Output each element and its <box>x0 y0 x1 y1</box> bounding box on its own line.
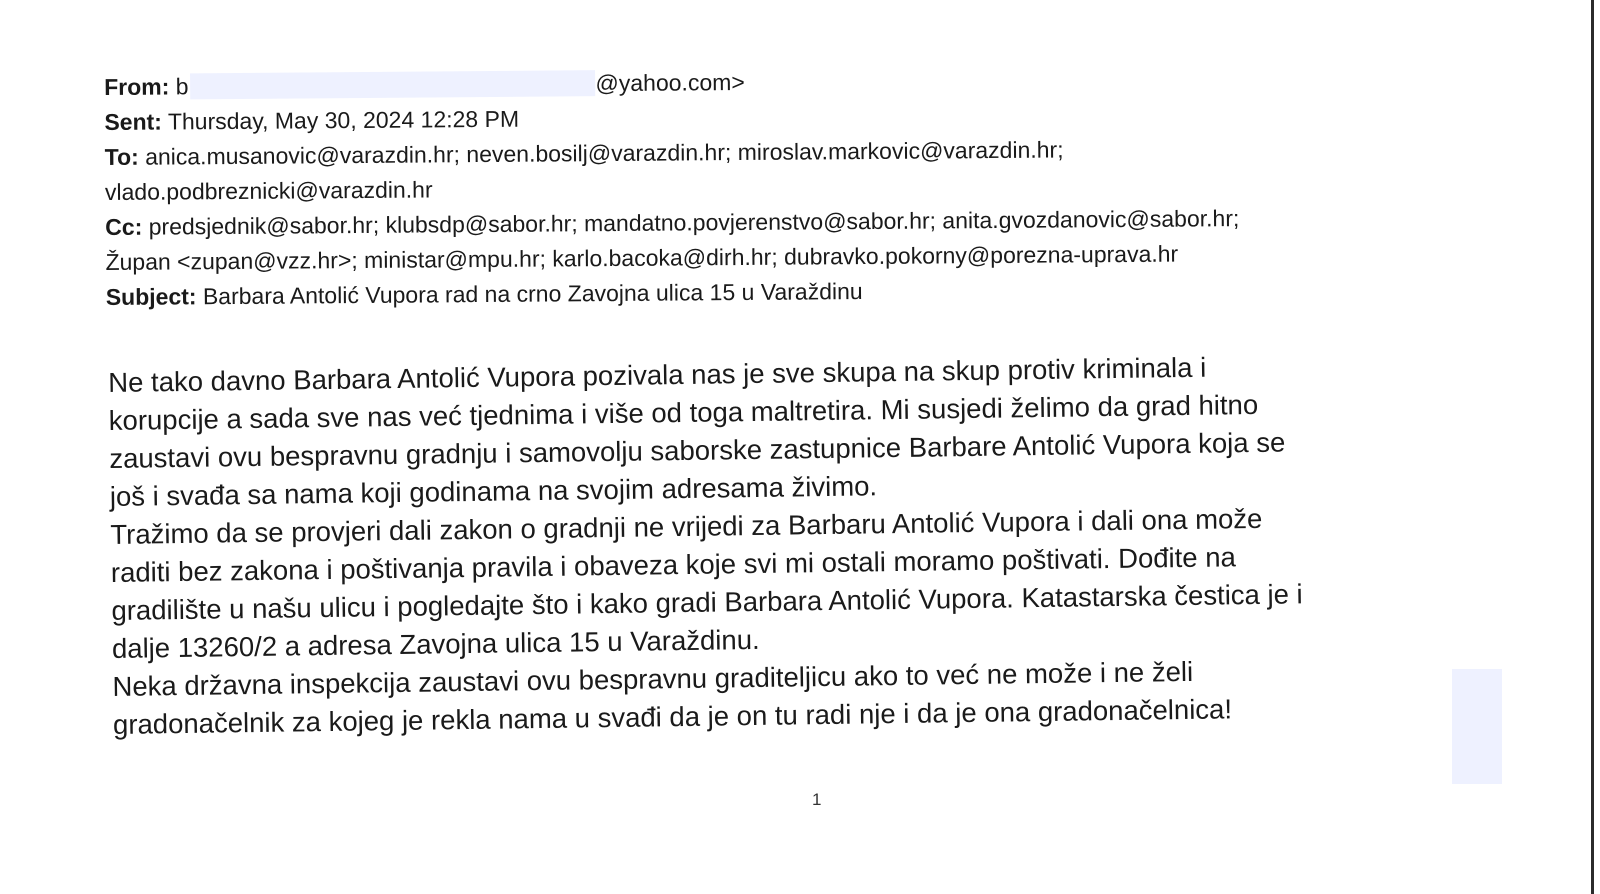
signature-redaction <box>1452 669 1502 784</box>
page-number: 1 <box>812 790 822 809</box>
body-line: zaustavi ovu bespravnu gradnju i samovolju saborske zastupnice Barbare Antolić Vupora koja se <box>109 426 1286 474</box>
to-label: To: <box>104 143 139 170</box>
body-line: korupcije a sada sve nas već tjednima i više od toga maltretira. Mi susjedi želimo da grad hitno <box>108 388 1259 436</box>
body-line: raditi bez zakona i poštivanja pravila i obaveza koje svi mi ostali moramo poštivati. Dođite na <box>110 541 1237 588</box>
body-line: Tražimo da se provjeri dali zakon o gradnji ne vrijedi za Barbaru Antolić Vupora i dali ona može <box>110 502 1263 550</box>
body-line: Ne tako davno Barbara Antolić Vupora pozivala nas je sve skupa na skup protiv kriminala i <box>108 351 1207 398</box>
cc-recipients-line2: Župan <zupan@vzz.hr>; ministar@mpu.hr; karlo.bacoka@dirh.hr; dubravko.pokorny@porezna-uprava.hr <box>105 240 1179 275</box>
body-line: još i svađa sa nama koji godinama na svojim adresama živimo. <box>109 470 878 512</box>
sent-label: Sent: <box>104 108 163 135</box>
page-edge-divider <box>1591 0 1594 894</box>
cc-label: Cc: <box>105 213 143 240</box>
subject-value: Barbara Antolić Vupora rad na crno Zavojna ulica 15 u Varaždinu <box>202 278 863 310</box>
email-header <box>104 59 1526 315</box>
sent-value: Thursday, May 30, 2024 12:28 PM <box>167 105 520 135</box>
to-recipients-line2: vlado.podbreznicki@varazdin.hr <box>104 176 433 205</box>
cc-recipients-line1: predsjednik@sabor.hr; klubsdp@sabor.hr; mandatno.povjerenstvo@sabor.hr; anita.gvozdanovic@sabor.hr; <box>148 205 1240 240</box>
email-body <box>108 344 1533 744</box>
from-domain: @yahoo.com> <box>595 68 745 97</box>
body-line: Neka državna inspekcija zaustavi ovu bespravnu graditeljicu ako to već ne može i ne želi <box>112 655 1194 702</box>
from-partial-address: b <box>175 73 189 100</box>
to-recipients-line1: anica.musanovic@varazdin.hr; neven.bosilj@varazdin.hr; miroslav.markovic@varazdin.hr; <box>145 136 1064 170</box>
body-line: gradonačelnik za kojeg je rekla nama u svađi da je on tu radi nje i da je ona gradonačelnica! <box>112 693 1233 740</box>
body-line: dalje 13260/2 a adresa Zavojna ulica 15 u Varaždinu. <box>111 623 760 664</box>
subject-label: Subject: <box>105 283 197 310</box>
body-line: gradilište u našu ulicu i pogledajte što i kako gradi Barbara Antolić Vupora. Katastarska čestica je i <box>111 578 1303 626</box>
from-redaction <box>190 70 595 99</box>
from-label: From: <box>104 73 170 100</box>
